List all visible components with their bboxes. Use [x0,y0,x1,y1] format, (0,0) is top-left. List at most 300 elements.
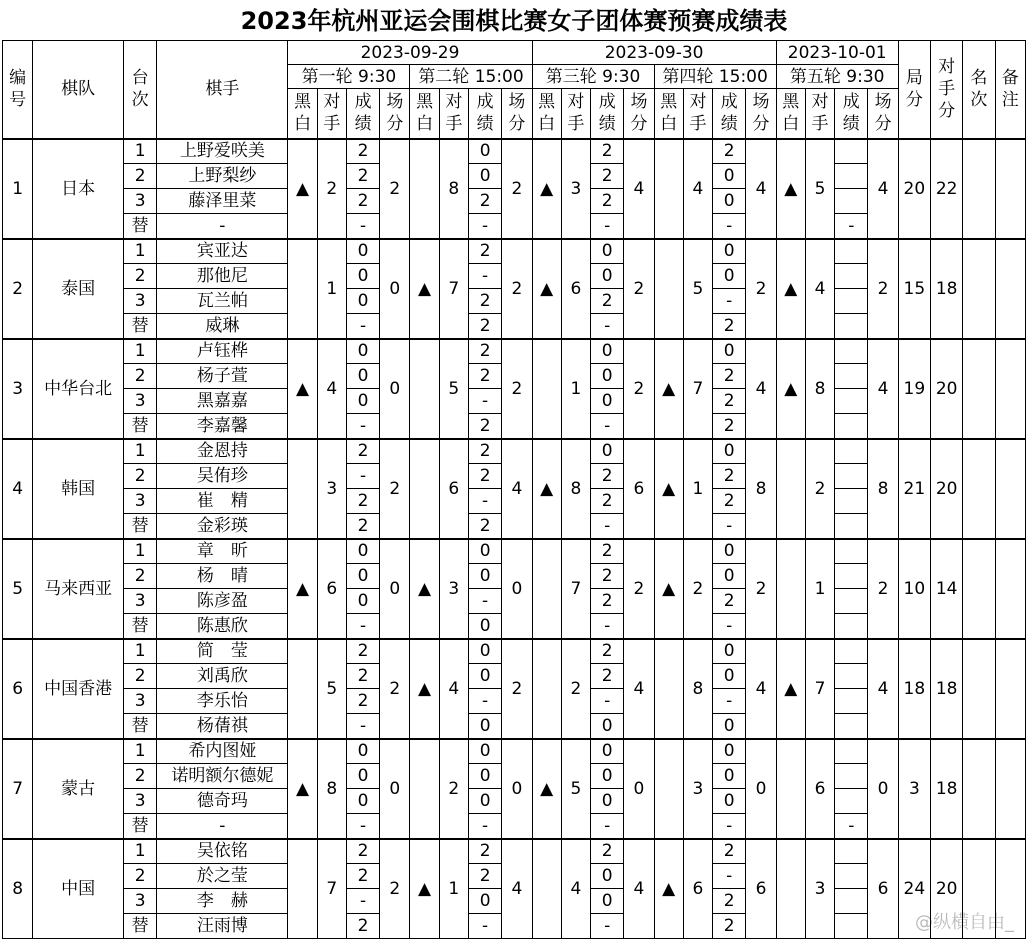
match-points: 6 [746,839,776,939]
game-result: 0 [346,264,379,289]
game-result: 0 [713,264,746,289]
header-round-2: 第二轮 15:00 [410,65,532,89]
game-result: 2 [346,864,379,889]
header-sub-color: 黑白 [654,89,683,139]
team-note [995,139,1025,239]
match-points: 4 [746,639,776,739]
board-number: 1 [124,839,157,864]
game-result: 0 [468,889,501,914]
total-game-points: 15 [898,239,930,339]
board-number: 替 [124,514,157,539]
player-name: 金彩瑛 [157,514,288,539]
board-number: 2 [124,664,157,689]
game-result: - [468,214,501,239]
game-result [835,714,868,739]
match-points: 0 [380,239,410,339]
opponent-number: 2 [317,139,346,239]
team-note [995,639,1025,739]
board-number: 2 [124,264,157,289]
player-name: 上野梨纱 [157,164,288,189]
game-result: 2 [713,839,746,864]
opponent-number: 6 [805,739,834,839]
game-result: - [346,714,379,739]
game-result [835,739,868,764]
total-game-points: 20 [898,139,930,239]
opponent-number: 3 [805,839,834,939]
game-result: 2 [591,589,624,614]
game-result [835,239,868,264]
game-result: - [468,389,501,414]
board-number: 1 [124,739,157,764]
opponent-number: 4 [561,839,590,939]
player-name: 杨蒨祺 [157,714,288,739]
opponent-number: 3 [439,539,468,639]
game-result: 0 [713,764,746,789]
color-marker [654,739,683,839]
player-name: 杨 晴 [157,564,288,589]
game-result: 2 [346,189,379,214]
match-points: 2 [502,339,532,439]
player-name: 上野爱咲美 [157,139,288,164]
opponent-number: 6 [683,839,712,939]
game-result: 2 [346,639,379,664]
game-result: 2 [468,314,501,339]
game-result: - [468,814,501,839]
color-marker [654,639,683,739]
opponent-number: 1 [683,439,712,539]
board-number: 2 [124,864,157,889]
game-result: 2 [591,664,624,689]
header-round-4: 第四轮 15:00 [654,65,776,89]
game-result: 0 [468,564,501,589]
color-marker [410,739,439,839]
game-result: 0 [713,714,746,739]
game-result: 0 [713,789,746,814]
game-result: 0 [713,739,746,764]
game-result: 0 [468,614,501,639]
header-sub-points: 场分 [868,89,898,139]
game-result [835,414,868,439]
player-name: 藤泽里菜 [157,189,288,214]
opponent-number: 2 [439,739,468,839]
color-marker: ▲ [532,139,561,239]
header-sub-color: 黑白 [288,89,317,139]
game-result: 0 [468,789,501,814]
total-opponent-points: 14 [931,539,963,639]
opponent-number: 2 [561,639,590,739]
match-points: 4 [624,139,654,239]
game-result: 2 [346,439,379,464]
player-name: 李嘉馨 [157,414,288,439]
total-game-points: 18 [898,639,930,739]
match-points: 2 [746,539,776,639]
team-name: 韩国 [33,439,124,539]
table-row [3,239,1026,264]
board-number: 1 [124,439,157,464]
opponent-number: 7 [561,539,590,639]
header-sub-points: 场分 [746,89,776,139]
game-result: 2 [713,464,746,489]
header-sub-opponent: 对手 [439,89,468,139]
color-marker: ▲ [776,339,805,439]
game-result [835,789,868,814]
board-number: 2 [124,764,157,789]
header-sub-points: 场分 [502,89,532,139]
match-points: 2 [380,639,410,739]
table-row [3,339,1026,364]
match-points: 4 [502,839,532,939]
player-name: 於之莹 [157,864,288,889]
match-points: 0 [380,739,410,839]
game-result: 2 [346,164,379,189]
color-marker [532,639,561,739]
match-points: 2 [624,239,654,339]
game-result: 2 [591,564,624,589]
color-marker: ▲ [654,539,683,639]
match-points: 0 [868,739,898,839]
color-marker [532,339,561,439]
opponent-number: 3 [683,739,712,839]
game-result [835,539,868,564]
match-points: 4 [624,839,654,939]
team-number: 2 [3,239,33,339]
game-result: - [713,864,746,889]
player-name: 章 昕 [157,539,288,564]
game-result: 2 [591,464,624,489]
header-sub-result: 成绩 [468,89,501,139]
total-game-points: 10 [898,539,930,639]
player-name: 卢钰桦 [157,339,288,364]
opponent-number: 4 [439,639,468,739]
game-result: 0 [591,889,624,914]
player-name: 李 赫 [157,889,288,914]
game-result: 2 [346,689,379,714]
board-number: 替 [124,914,157,939]
game-result: 2 [713,589,746,614]
match-points: 0 [624,739,654,839]
game-result: 0 [346,539,379,564]
game-result: 2 [346,139,379,164]
team-note [995,539,1025,639]
opponent-number: 8 [561,439,590,539]
game-result: 0 [713,239,746,264]
game-result [835,639,868,664]
color-marker: ▲ [410,839,439,939]
game-result: 0 [468,539,501,564]
color-marker [776,439,805,539]
game-result: - [346,214,379,239]
header-round-3: 第三轮 9:30 [532,65,654,89]
color-marker [288,839,317,939]
game-result: 2 [346,839,379,864]
header-team: 棋队 [33,41,124,139]
game-result [835,189,868,214]
opponent-number: 5 [683,239,712,339]
board-number: 3 [124,889,157,914]
opponent-number: 2 [683,539,712,639]
game-result: 0 [346,289,379,314]
opponent-number: 8 [439,139,468,239]
header-sub-opponent: 对手 [805,89,834,139]
total-opponent-points: 18 [931,739,963,839]
header-note: 备注 [995,41,1025,139]
opponent-number: 5 [805,139,834,239]
board-number: 2 [124,564,157,589]
game-result [835,864,868,889]
game-result [835,439,868,464]
match-points: 4 [868,139,898,239]
board-number: 2 [124,464,157,489]
game-result [835,564,868,589]
team-note [995,739,1025,839]
player-name: 崔 精 [157,489,288,514]
total-game-points: 21 [898,439,930,539]
match-points: 8 [746,439,776,539]
color-marker [776,539,805,639]
color-marker: ▲ [288,739,317,839]
board-number: 替 [124,314,157,339]
game-result: 0 [468,764,501,789]
color-marker [288,439,317,539]
game-result: - [591,514,624,539]
team-name: 中华台北 [33,339,124,439]
opponent-number: 6 [439,439,468,539]
game-result: - [591,214,624,239]
team-rank [963,139,995,239]
opponent-number: 5 [439,339,468,439]
game-result: - [835,814,868,839]
game-result: 0 [591,739,624,764]
total-game-points: 3 [898,739,930,839]
opponent-number: 4 [683,139,712,239]
game-result: 2 [713,889,746,914]
board-number: 替 [124,714,157,739]
team-note [995,239,1025,339]
match-points: 4 [868,339,898,439]
game-result: - [468,689,501,714]
game-result: 2 [468,189,501,214]
color-marker: ▲ [288,539,317,639]
header-sub-color: 黑白 [532,89,561,139]
player-name: 那他尼 [157,264,288,289]
game-result: 0 [346,789,379,814]
game-result: 2 [591,839,624,864]
color-marker: ▲ [654,339,683,439]
color-marker [776,839,805,939]
header-sub-result: 成绩 [591,89,624,139]
game-result: 0 [468,664,501,689]
team-rank [963,539,995,639]
match-points: 0 [502,739,532,839]
player-name: - [157,214,288,239]
game-result: 2 [468,414,501,439]
match-points: 2 [624,539,654,639]
game-result: 0 [346,589,379,614]
header-sub-result: 成绩 [713,89,746,139]
player-name: 诺明额尔德妮 [157,764,288,789]
header-rank: 名次 [963,41,995,139]
player-name: 杨子萱 [157,364,288,389]
game-result: 2 [591,139,624,164]
board-number: 3 [124,389,157,414]
game-result: - [591,414,624,439]
game-result [835,614,868,639]
opponent-number: 7 [683,339,712,439]
game-result: - [591,614,624,639]
player-name: 汪雨博 [157,914,288,939]
board-number: 2 [124,164,157,189]
match-points: 2 [502,239,532,339]
player-name: 李乐怡 [157,689,288,714]
game-result: - [713,514,746,539]
game-result: - [468,589,501,614]
game-result [835,589,868,614]
header-sub-opponent: 对手 [317,89,346,139]
opponent-number: 3 [317,439,346,539]
match-points: 6 [624,439,654,539]
game-result: 2 [346,489,379,514]
game-result: 0 [591,789,624,814]
game-result: - [591,689,624,714]
game-result: 0 [713,164,746,189]
opponent-number: 1 [805,539,834,639]
opponent-number: 1 [561,339,590,439]
color-marker [288,239,317,339]
game-result: 2 [468,864,501,889]
color-marker: ▲ [410,239,439,339]
game-result: - [346,889,379,914]
color-marker [410,439,439,539]
match-points: 2 [380,439,410,539]
board-number: 1 [124,139,157,164]
game-result: 0 [346,564,379,589]
game-result: 0 [713,439,746,464]
game-result: 0 [468,739,501,764]
team-number: 5 [3,539,33,639]
match-points: 2 [502,139,532,239]
game-result: 2 [713,364,746,389]
player-name: 陈彦盈 [157,589,288,614]
color-marker: ▲ [776,239,805,339]
color-marker: ▲ [288,139,317,239]
color-marker: ▲ [776,639,805,739]
color-marker [410,339,439,439]
board-number: 替 [124,414,157,439]
team-number: 8 [3,839,33,939]
header-sub-points: 场分 [624,89,654,139]
board-number: 2 [124,364,157,389]
game-result [835,464,868,489]
game-result: - [468,914,501,939]
game-result: 2 [468,439,501,464]
board-number: 3 [124,289,157,314]
board-number: 1 [124,539,157,564]
game-result: - [713,289,746,314]
header-sub-result: 成绩 [835,89,868,139]
header-sub-color: 黑白 [410,89,439,139]
player-name: 黑嘉嘉 [157,389,288,414]
game-result: 0 [713,189,746,214]
opponent-number: 1 [439,839,468,939]
match-points: 2 [502,639,532,739]
opponent-number: 5 [561,739,590,839]
game-result [835,314,868,339]
opponent-number: 7 [439,239,468,339]
opponent-number: 6 [561,239,590,339]
header-round-1: 第一轮 9:30 [288,65,410,89]
team-name: 马来西亚 [33,539,124,639]
board-number: 1 [124,339,157,364]
team-name: 中国 [33,839,124,939]
game-result: - [713,814,746,839]
header-sub-opponent: 对手 [683,89,712,139]
header-sub-color: 黑白 [776,89,805,139]
player-name: 金恩持 [157,439,288,464]
board-number: 3 [124,189,157,214]
game-result: 2 [468,339,501,364]
player-name: 刘禹欣 [157,664,288,689]
header-date-1: 2023-09-29 [288,41,532,65]
game-result [835,364,868,389]
opponent-number: 8 [805,339,834,439]
game-result: 0 [346,364,379,389]
player-name: 吴侑珍 [157,464,288,489]
board-number: 3 [124,589,157,614]
game-result: 0 [713,564,746,589]
opponent-number: 6 [317,539,346,639]
game-result: 0 [346,339,379,364]
game-result: 0 [713,339,746,364]
opponent-number: 8 [683,639,712,739]
game-result: 0 [591,239,624,264]
board-number: 替 [124,214,157,239]
board-number: 1 [124,239,157,264]
game-result: 0 [591,764,624,789]
game-result [835,139,868,164]
header-sub-points: 场分 [380,89,410,139]
player-name: 简 莹 [157,639,288,664]
team-name: 日本 [33,139,124,239]
match-points: 6 [868,839,898,939]
player-name: 希内图娅 [157,739,288,764]
total-game-points: 24 [898,839,930,939]
game-result: 2 [713,914,746,939]
game-result: 0 [591,264,624,289]
match-points: 2 [624,339,654,439]
score-table [2,40,1026,939]
game-result: - [591,814,624,839]
game-result: 2 [591,539,624,564]
match-points: 4 [868,639,898,739]
game-result: 0 [713,664,746,689]
watermark: @纵横自由_ [915,912,1014,933]
game-result: - [346,314,379,339]
game-result: 2 [346,914,379,939]
game-result: 2 [468,464,501,489]
color-marker: ▲ [654,439,683,539]
game-result: - [713,214,746,239]
match-points: 2 [746,239,776,339]
opponent-number: 2 [805,439,834,539]
game-result: 0 [591,389,624,414]
board-number: 3 [124,689,157,714]
board-number: 3 [124,489,157,514]
match-points: 4 [746,139,776,239]
match-points: 0 [380,339,410,439]
game-result: 0 [591,364,624,389]
header-sub-opponent: 对手 [561,89,590,139]
opponent-number: 7 [317,839,346,939]
